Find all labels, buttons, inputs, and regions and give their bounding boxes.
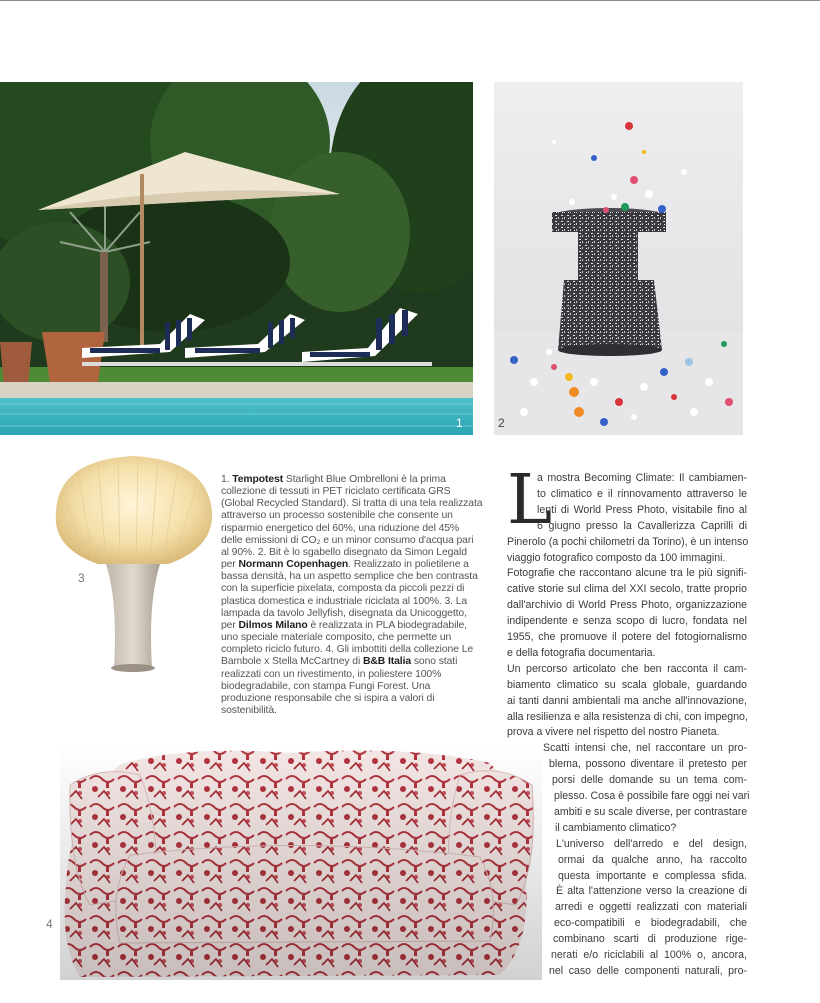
photo-number-1: 1	[456, 416, 463, 430]
article-line: È alta l'attenzione verso la creazione di	[556, 885, 747, 898]
article-dropcap: L	[507, 461, 553, 540]
article-line: combinano scarti di produzione rige-	[553, 933, 747, 946]
article-line: 6 giugno presso la Cavallerizza Caprilli di	[537, 519, 747, 532]
caption-brand-dilmos: Dilmos Milano	[238, 619, 308, 631]
top-rule	[0, 0, 820, 1]
caption-text: è realizzata in PLA biodegradabile, uno speciale materiale composito, che permette un completo riciclo futuro. 4. Gli imbottiti della collezione Le Bambole x Stella McCartney di	[221, 619, 474, 668]
caption-text: Starlight Blue Ombrelloni è la prima collezione di tessuti in PET riciclato certificata GRS (Global Recycled Standard). Si tratta di una tela realizzata attraverso un processo sostenibile che consente un risparmio energetico del 60%, una riduzione del 45% delle emissioni di CO₂ e un minor consumo d'acqua pari al 90%. 2. Bit è lo sgabello disegnato da Simon Legald per	[221, 474, 483, 571]
article-line: nerati e/o riciclabili al 100% o, ancora,	[551, 949, 747, 961]
caption-brand-bebitalia: B&B Italia	[362, 656, 412, 668]
article-line: cative storie sul clima del XXI secolo, tratte proprio	[507, 583, 747, 596]
article-line: Scatti intensi che, nel raccontare un pro-	[543, 742, 747, 755]
article-line: viaggio fotografico composto da 100 immagini.	[507, 551, 726, 564]
article-line: nel caso delle componenti naturali, pro-	[549, 964, 747, 977]
article-line: 1955, che promuove il potere del fotogiornalismo	[507, 631, 747, 643]
caption-text: . Realizzato in polietilene a bassa densità, ha un aspetto semplice che ben contrasta con la superficie pixelata, composta da piccoli pezzi di plastica domestica e industriale riciclata al 100%. 3. La lampada da tavolo Jellyfish, disegnata da Unicoggetto, per	[221, 559, 478, 631]
article-line: arredi e oggetti realizzati con materiali	[555, 901, 747, 914]
article-line: questa importante e complessa sfida.	[558, 869, 747, 882]
article-line: Fotografie che raccontano alcune tra le più signifi-	[507, 567, 747, 580]
article-line: ambiti e su scale diverse, per contrastare	[554, 805, 748, 818]
caption-text: 1.	[221, 474, 233, 485]
article-line: ormai da qualche anno, ha raccolto	[558, 853, 747, 866]
photo-bambole-sofa	[60, 745, 542, 980]
caption-brand-tempotest: Tempotest	[232, 474, 284, 485]
article-line: ai tanti danni ambientali ma anche all'innovazione,	[507, 694, 747, 707]
article-line: L'universo dell'arredo e del design,	[556, 837, 747, 850]
article-line: a mostra Becoming Climate: Il cambiamen-	[537, 472, 747, 484]
article-line: prova a vivere nel rispetto del nostro Pianeta.	[507, 726, 720, 739]
photo-bit-stool	[494, 82, 743, 435]
photo-number-2: 2	[498, 416, 505, 430]
article-line: dall'archivio di World Press Photo, organizzazione	[507, 599, 747, 612]
article-line: porsi delle domande su un tema com-	[552, 774, 747, 787]
caption-brand-normann: Normann Copenhagen	[238, 559, 349, 571]
caption-text: sono stati realizzati con un rivestimento, in poliestere 100% biodegradabile, con stampa Fungi Forest. Una produzione responsabile che si ispira a valori di sostenibilità.	[221, 656, 458, 716]
article-line: alla resilienza e alla resistenza di chi, con impegno,	[507, 710, 748, 723]
photo-number-4: 4	[46, 917, 53, 931]
article-line: lenti di World Press Photo, visitabile fino al	[537, 503, 747, 516]
photo-number-3: 3	[78, 571, 85, 585]
photo-pool-umbrella	[0, 82, 473, 435]
article-line: Pinerolo (a pochi chilometri da Torino), è un intenso	[507, 535, 749, 548]
article-line: biamento climatico su scala globale, guardando	[507, 678, 747, 691]
article-line: Un percorso articolato che ben racconta il cam-	[507, 662, 747, 675]
article-line: il cambiamento climatico?	[555, 821, 677, 834]
photo-captions	[221, 474, 483, 717]
article-line: blema, possono diventare il pretesto per	[549, 758, 747, 771]
article-line: plesso. Cosa è possibile fare oggi nei vari	[554, 790, 750, 802]
article-line: indipendente e senza scopo di lucro, fondata nel	[507, 615, 747, 628]
photo-jellyfish-lamp	[48, 452, 218, 677]
article-line: e della fotografia documentaria.	[507, 646, 656, 659]
article-line: eco-compatibili e biodegradabili, che	[554, 917, 747, 930]
article-line: to climatico e il rinnovamento attraverso le	[537, 487, 747, 500]
